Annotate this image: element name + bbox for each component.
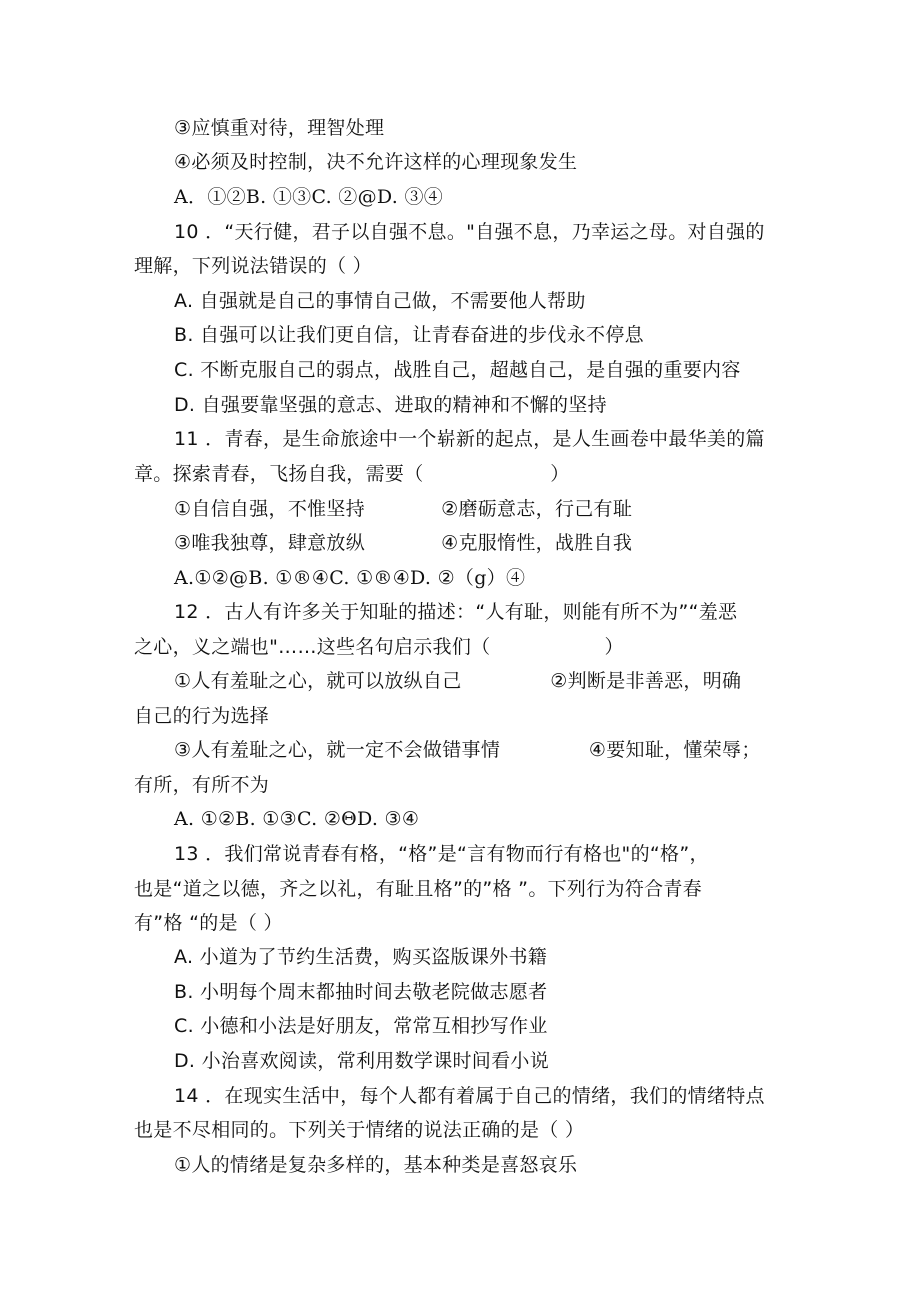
question-10-stem: 10 ．“天行健，君子以自强不息。"自强不息，乃幸运之母。对自强的: [174, 221, 765, 243]
option-3-line: ③应慎重对待，理智处理: [174, 117, 385, 139]
q10-option-a: A. 自强就是自己的事情自己做，不需要他人帮助: [174, 290, 586, 312]
answer-choices-q9: A．①②B. ①③C. ②@D. ③④: [174, 186, 444, 208]
question-12-stem-cont: 之心，义之端也"……这些名句启示我们（ ）: [134, 636, 624, 658]
q12-options-row-1-cont: 自己的行为选择: [134, 705, 270, 727]
q11-options-row-2: ③唯我独尊，肆意放纵 ④克服惰性，战胜自我: [174, 532, 633, 554]
question-13-stem-cont-2: 有”格 “的是（ ）: [134, 912, 283, 934]
q14-option-1: ①人的情绪是复杂多样的，基本种类是喜怒哀乐: [174, 1154, 578, 1176]
question-11-stem: 11 ．青春，是生命旅途中一个崭新的起点，是人生画卷中最华美的篇: [174, 428, 765, 450]
q13-option-c: C. 小德和小法是好朋友，常常互相抄写作业: [174, 1015, 548, 1037]
q13-option-d: D. 小治喜欢阅读，常利用数学课时间看小说: [174, 1050, 550, 1072]
question-14-stem: 14 ．在现实生活中，每个人都有着属于自己的情绪，我们的情绪特点: [174, 1085, 765, 1107]
question-14-stem-cont: 也是不尽相同的。下列关于情绪的说法正确的是（ ）: [134, 1119, 585, 1141]
answer-choices-q11: A.①②@B. ①®④C. ①®④D. ②（g）④: [174, 567, 526, 589]
q12-options-row-2-cont: 有所，有所不为: [134, 774, 270, 796]
q12-options-row-1: ①人有羞耻之心，就可以放纵自己 ②判断是非善恶，明确: [174, 670, 742, 692]
q13-option-a: A. 小道为了节约生活费，购买盗版课外书籍: [174, 946, 548, 968]
q10-option-b: B. 自强可以让我们更自信，让青春奋进的步伐永不停息: [174, 324, 644, 346]
question-10-stem-cont: 理解，下列说法错误的（ ）: [134, 255, 372, 277]
question-12-stem: 12 ．古人有许多关于知耻的描述：“人有耻，则能有所不为”“羞恶: [174, 601, 738, 623]
q11-options-row-1: ①自信自强，不惟坚持 ②磨砺意志，行己有耻: [174, 498, 633, 520]
q10-option-c: C. 不断克服自己的弱点，战胜自己，超越自己，是自强的重要内容: [174, 359, 741, 381]
q13-option-b: B. 小明每个周末都抽时间去敬老院做志愿者: [174, 981, 548, 1003]
q12-options-row-2: ③人有羞耻之心，就一定不会做错事情 ④要知耻，懂荣辱；: [174, 739, 761, 761]
option-4-line: ④必须及时控制，决不允许这样的心理现象发生: [174, 151, 578, 173]
question-13-stem-cont: 也是“道之以德，齐之以礼，有耻且格”的”格 ”。下列行为符合青春: [134, 878, 703, 900]
q10-option-d: D. 自强要靠坚强的意志、进取的精神和不懈的坚持: [174, 394, 607, 416]
question-11-stem-cont: 章。探索青春，飞扬自我，需要（ ）: [134, 463, 570, 485]
question-13-stem: 13 ．我们常说青春有格，“格”是“言有物而行有格也"的“格”，: [174, 843, 709, 865]
answer-choices-q12: A. ①②B. ①③C. ②ΘD. ③④: [174, 808, 420, 830]
